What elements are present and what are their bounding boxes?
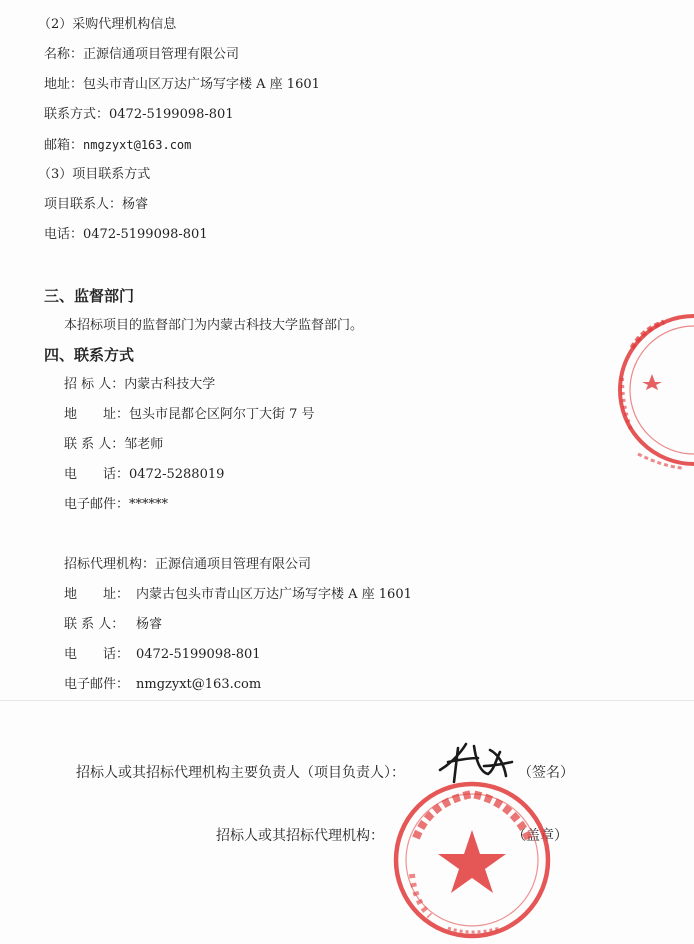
agency-org-value: 正源信通项目管理有限公司 bbox=[155, 557, 312, 572]
agency-addr-line bbox=[64, 587, 412, 603]
tenderer-contact-value: 邹老师 bbox=[124, 437, 164, 452]
agency-tel-line bbox=[64, 647, 261, 663]
tenderer-email-line bbox=[64, 497, 168, 513]
tenderer-email-label: 电子邮件： bbox=[64, 497, 130, 512]
agency-email-line bbox=[44, 137, 191, 154]
agency-seal-partial bbox=[612, 308, 694, 472]
sign-note: （签名） bbox=[518, 765, 574, 781]
project-person-line bbox=[44, 197, 148, 213]
agency-org-line bbox=[64, 557, 311, 573]
agency-tel-value: 0472-5199098-801 bbox=[136, 647, 261, 662]
responsible-person-label: 招标人或其招标代理机构主要负责人（项目负责人）： bbox=[76, 765, 405, 781]
tenderer-email-value: ****** bbox=[129, 497, 169, 512]
agency-email-label: 邮箱： bbox=[44, 138, 84, 153]
project-phone-line bbox=[44, 227, 208, 243]
agency-name-label: 名称： bbox=[44, 47, 84, 62]
project-phone-value: 0472-5199098-801 bbox=[83, 227, 208, 242]
tenderer-org-label: 招 标 人： bbox=[64, 377, 125, 392]
agency-mail-label: 电子邮件： bbox=[64, 677, 130, 692]
section-4-heading: 四、联系方式 bbox=[44, 346, 135, 364]
tenderer-phone-line bbox=[64, 467, 224, 483]
tenderer-org-line bbox=[64, 377, 215, 393]
tenderer-org-value: 内蒙古科技大学 bbox=[124, 377, 216, 392]
project-person-value: 杨睿 bbox=[122, 197, 149, 212]
project-phone-label: 电话： bbox=[44, 227, 84, 242]
tenderer-address-label: 地 址： bbox=[64, 407, 130, 422]
tenderer-contact-line bbox=[64, 437, 163, 453]
agency-contact-line bbox=[64, 617, 162, 633]
section-3-body: 本招标项目的监督部门为内蒙古科技大学监督部门。 bbox=[64, 318, 364, 333]
agency-contact-value: 杨睿 bbox=[136, 617, 163, 632]
agency-email-value: nmgzyxt@163.com bbox=[83, 138, 192, 152]
agency-address-line bbox=[44, 77, 320, 93]
agency-addr-value: 内蒙古包头市青山区万达广场写字楼 A 座 1601 bbox=[136, 587, 412, 602]
tenderer-phone-value: 0472-5288019 bbox=[129, 467, 225, 482]
agency-addr-label: 地 址： bbox=[64, 587, 130, 602]
tenderer-address-line bbox=[64, 407, 315, 423]
agency-name-line bbox=[44, 47, 239, 63]
agency-phone-line bbox=[44, 107, 234, 123]
agency-mail-value: nmgzyxt@163.com bbox=[136, 677, 262, 692]
agency-address-value: 包头市青山区万达广场写字楼 A 座 1601 bbox=[83, 77, 320, 92]
section-3-heading: 三、监督部门 bbox=[44, 287, 135, 305]
agency-address-label: 地址： bbox=[44, 77, 84, 92]
tenderer-contact-label: 联 系 人： bbox=[64, 437, 125, 452]
agency-contact-label: 联 系 人： bbox=[64, 617, 125, 632]
agency-name-value: 正源信通项目管理有限公司 bbox=[83, 47, 240, 62]
project-contact-title: （3）项目联系方式 bbox=[38, 167, 151, 182]
scan-fold-line bbox=[0, 700, 694, 701]
agency-org-label: 招标代理机构： bbox=[64, 557, 156, 572]
tenderer-phone-label: 电 话： bbox=[64, 467, 130, 482]
agency-mail-line bbox=[64, 677, 261, 693]
tenderer-address-value: 包头市昆都仑区阿尔丁大街 7 号 bbox=[129, 407, 315, 422]
agency-phone-label: 联系方式： bbox=[44, 107, 110, 122]
seal-note: （盖章） bbox=[512, 828, 568, 844]
agency-official-seal bbox=[390, 778, 554, 940]
project-person-label: 项目联系人： bbox=[44, 197, 123, 212]
procurement-agency-title: （2）采购代理机构信息 bbox=[38, 17, 177, 32]
agency-tel-label: 电 话： bbox=[64, 647, 130, 662]
org-seal-label: 招标人或其招标代理机构： bbox=[216, 828, 384, 844]
agency-phone-value: 0472-5199098-801 bbox=[109, 107, 234, 122]
